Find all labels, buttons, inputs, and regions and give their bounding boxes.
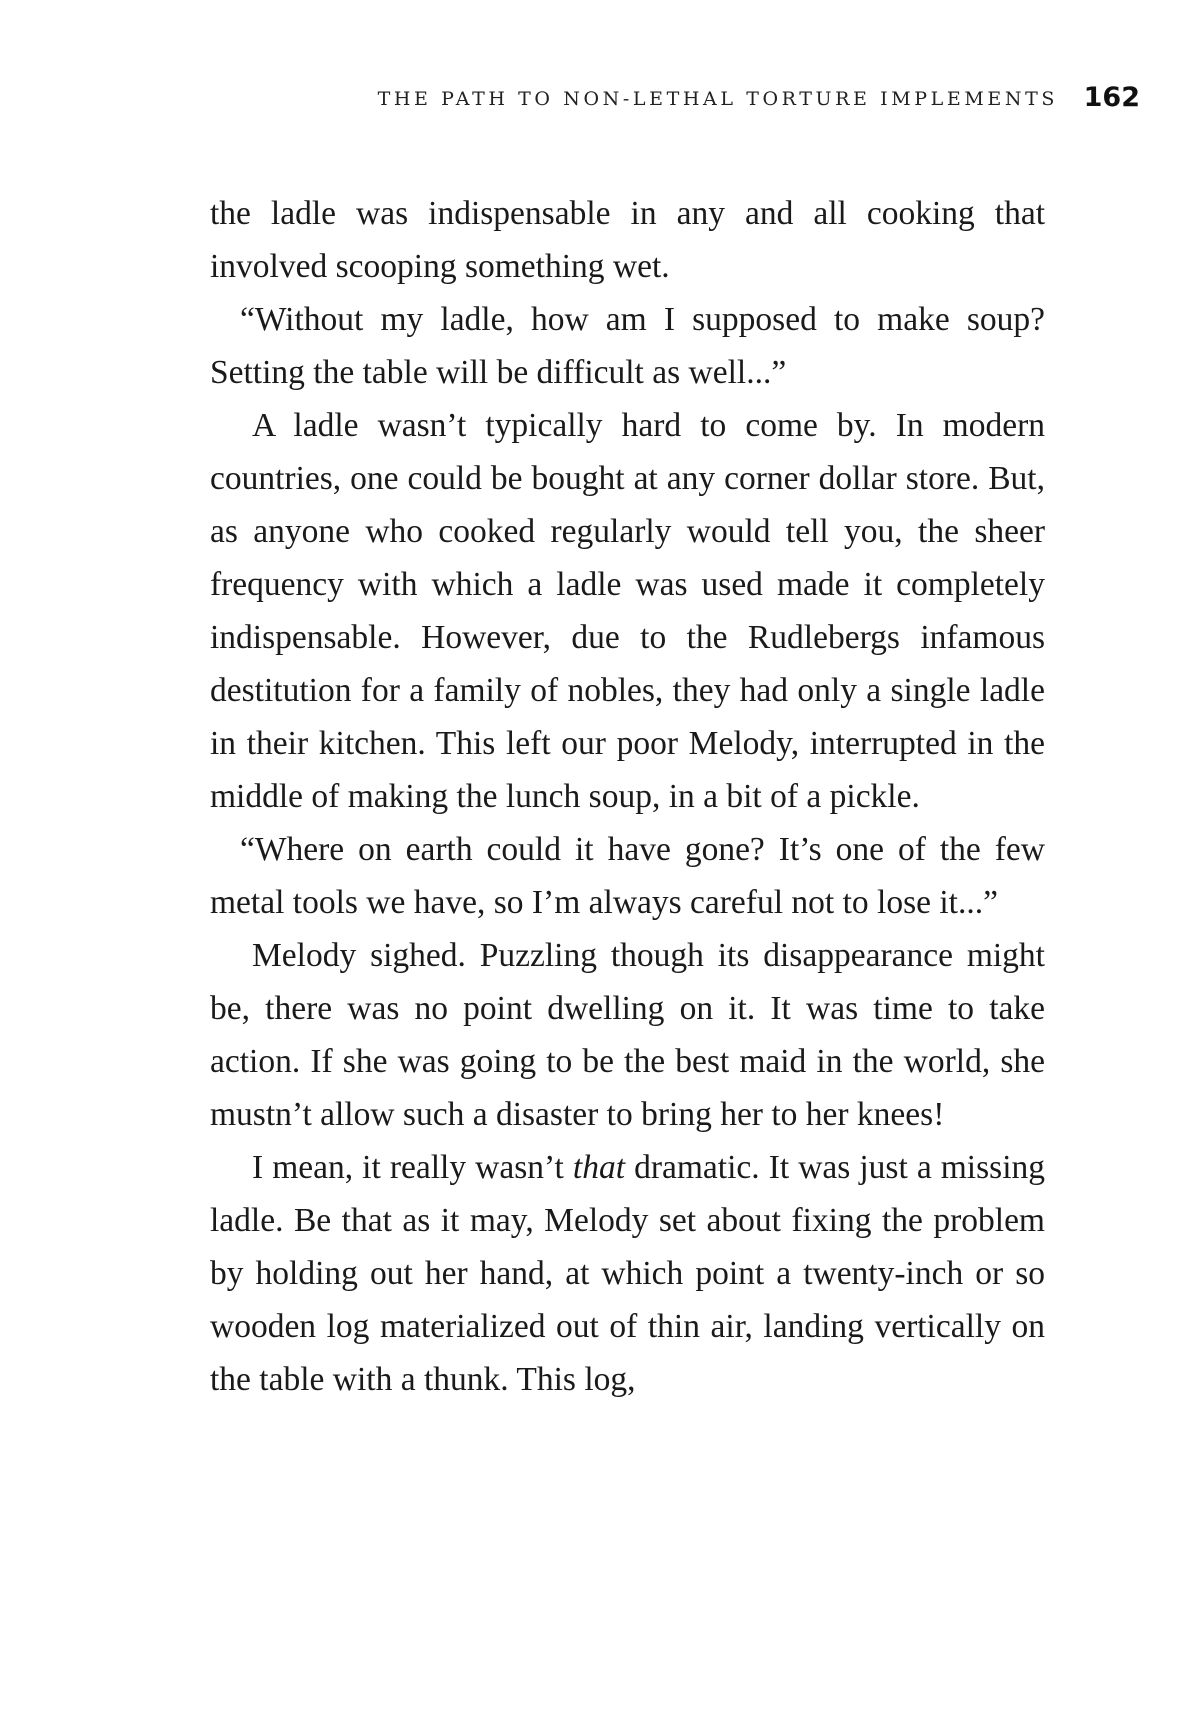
paragraph-text: dramatic. It was just a missing ladle. Be that as it may, Melody set about fixing the problem by holding out her hand, at which point a twenty-inch or so wooden log materialized out of thin air, landing vertically on the table with a thunk. This log, [210, 1149, 1045, 1398]
paragraph [210, 1141, 1045, 1406]
paragraph: A ladle wasn’t typically hard to come by. In modern countries, one could be bought at any corner dollar store. But, as anyone who cooked regularly would tell you, the sheer frequency with which a ladle was used made it completely indispensable. However, due to the Rudlebergs infamous destitution for a family of nobles, they had only a single ladle in their kitchen. This left our poor Melody, interrupted in the middle of making the lunch soup, in a bit of a pickle. [210, 407, 1045, 815]
paragraph-text: I mean, it really wasn’t [252, 1149, 573, 1186]
paragraph: Melody sighed. Puzzling though its disappearance might be, there was no point dwelling on it. It was time to take action. If she was going to be the best maid in the world, she mustn’t allow such a disaster to bring her to her knees! [210, 937, 1045, 1133]
paragraph-dialogue: “Where on earth could it have gone? It’s one of the few metal tools we have, so I’m always careful not to lose it...” [210, 831, 1045, 921]
running-header [200, 82, 1140, 116]
chapter-title: THE PATH TO NON-LETHAL TORTURE IMPLEMENTS [377, 88, 1058, 110]
paragraph-continuation: the ladle was indispensable in any and all cooking that involved scooping something wet. [210, 195, 1045, 285]
emphasized-word: that [572, 1149, 626, 1186]
body-text [210, 187, 1045, 1406]
paragraph-dialogue: “Without my ladle, how am I supposed to make soup? Setting the table will be difficult as well...” [210, 301, 1045, 391]
page-number: 162 [1083, 82, 1140, 113]
